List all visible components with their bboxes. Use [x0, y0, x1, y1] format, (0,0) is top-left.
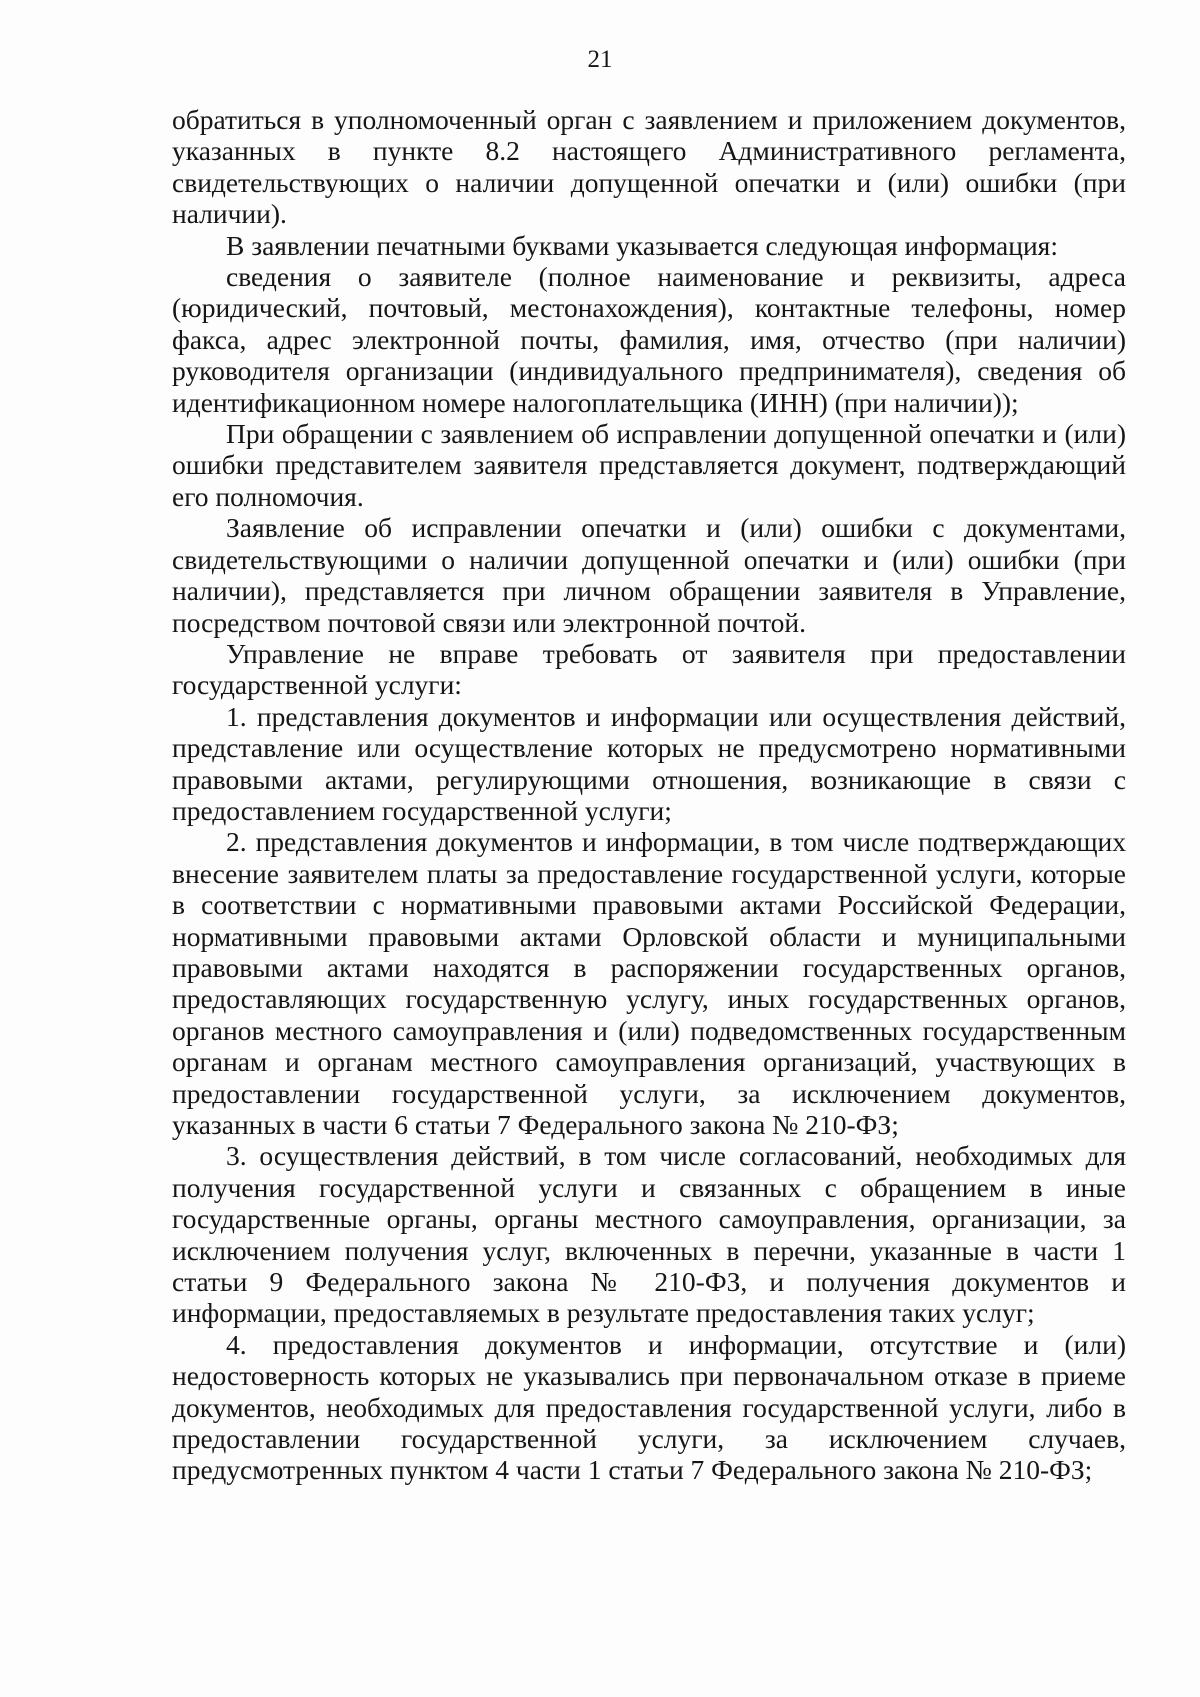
- list-item-3: 3. осуществления действий, в том числе согласований, необходимых для получения государственной услуги и связанных с обращением в иные государственные органы, органы местного самоуправления, организации, за исключением получения услуг, включенных в перечни, указанные в части 1 статьи 9 Федерального закона № 210-ФЗ, и получения документов и информации, предоставляемых в результате предоставления таких услуг;: [172, 1140, 1126, 1329]
- paragraph-applicant-details: сведения о заявителе (полное наименование и реквизиты, адреса (юридический, почтовый, местонахождения), контактные телефоны, номер факса, адрес электронной почты, фамилия, имя, отчество (при наличии) руководителя организации (индивидуального предпринимателя), сведения об идентификационном номере налогоплательщика (ИНН) (при наличии));: [172, 261, 1126, 418]
- paragraph-submission: Заявление об исправлении опечатки и (или) ошибки с документами, свидетельствующими о наличии допущенной опечатки и (или) ошибки (при наличии), представляется при личном обращении заявителя в Управление, посредством почтовой связи или электронной почтой.: [172, 512, 1126, 638]
- page-number: 21: [587, 46, 613, 73]
- list-item-2: 2. представления документов и информации, в том числе подтверждающих внесение заявителем платы за предоставление государственной услуги, которые в соответствии с нормативными правовыми актами Российской Федерации, нормативными правовыми актами Орловской области и муниципальными правовыми актами находятся в распоряжении государственных органов, предоставляющих государственную услугу, иных государственных органов, органов местного самоуправления и (или) подведомственных государственным органам и органам местного самоуправления организаций, участвующих в предоставлении государственной услуги, за исключением документов, указанных в части 6 статьи 7 Федерального закона № 210-ФЗ;: [172, 826, 1126, 1140]
- paragraph-prohibitions-intro: Управление не вправе требовать от заявителя при предоставлении государственной услуги:: [172, 637, 1126, 701]
- paragraph-continuation: обратиться в уполномоченный орган с заявлением и приложением документов, указанных в пункте 8.2 настоящего Административного регламента, свидетельствующих о наличии допущенной опечатки и (или) ошибки (при наличии).: [172, 104, 1126, 230]
- paragraph-representative: При обращении с заявлением об исправлении допущенной опечатки и (или) ошибки представителем заявителя представляется документ, подтверждающий его полномочия.: [172, 418, 1126, 512]
- document-body: [172, 104, 1126, 1486]
- list-item-4: 4. предоставления документов и информации, отсутствие и (или) недостоверность которых не указывались при первоначальном отказе в приеме документов, необходимых для предоставления государственной услуги, либо в предоставлении государственной услуги, за исключением случаев, предусмотренных пунктом 4 части 1 статьи 7 Федерального закона № 210-ФЗ;: [172, 1328, 1126, 1486]
- paragraph-application-info: В заявлении печатными буквами указывается следующая информация:: [226, 229, 1058, 261]
- list-item-1: 1. представления документов и информации или осуществления действий, представление или осуществление которых не предусмотрено нормативными правовыми актами, регулирующими отношения, возникающие в связи с предоставлением государственной услуги;: [172, 700, 1126, 826]
